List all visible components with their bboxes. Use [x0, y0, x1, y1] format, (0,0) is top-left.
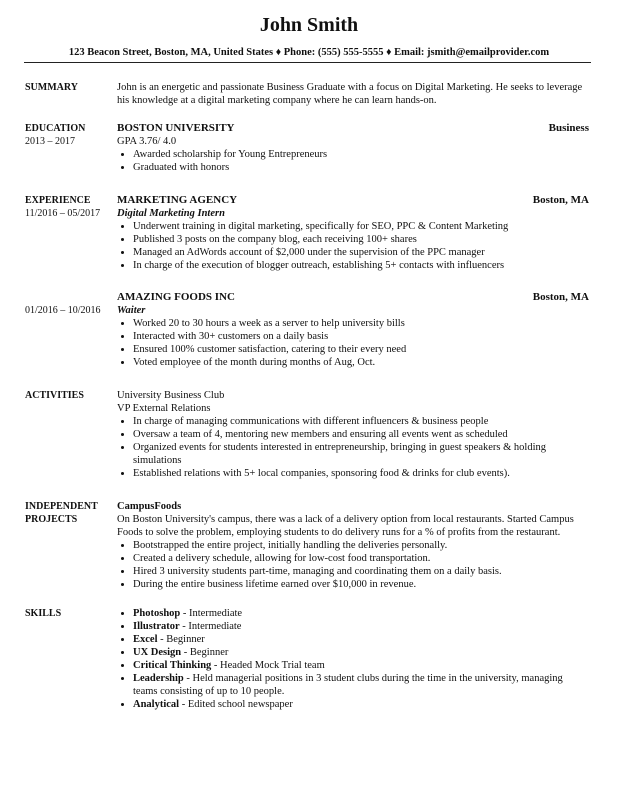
summary-section	[25, 81, 595, 107]
skill-item	[133, 698, 589, 711]
section-label: EDUCATION	[25, 123, 86, 134]
section-label	[25, 500, 120, 526]
job-header	[117, 291, 589, 304]
gpa: GPA 3.76/ 4.0	[117, 136, 177, 147]
section-label-line: PROJECTS	[25, 514, 78, 525]
skill-detail: - Intermediate	[180, 608, 243, 619]
list-item: • In charge of managing communications with different influencers & business people	[133, 415, 589, 428]
section-label: SKILLS	[25, 608, 62, 619]
header-divider	[24, 62, 591, 63]
list-item: • Ensured 100% customer satisfaction, catering to their every need	[133, 343, 589, 356]
job-location: Boston, MA	[532, 291, 589, 303]
employer-name: AMAZING FOODS INC	[117, 291, 235, 303]
list-item: • Voted employee of the month during months of Aug, Oct.	[133, 356, 589, 369]
job-dates: 11/2016 – 05/2017	[25, 208, 101, 219]
skill-item	[133, 672, 589, 698]
activity-role: VP External Relations	[117, 403, 211, 414]
education-bullets	[117, 148, 589, 174]
list-item: • Created a delivery schedule, allowing for low-cost food transportation.	[133, 552, 589, 565]
job-dates: 01/2016 – 10/2016	[25, 305, 101, 316]
skills-section	[25, 607, 595, 711]
list-item: • Managed an AdWords account of $2,000 under the supervision of the PPC manager	[133, 246, 589, 259]
activities-section	[25, 389, 595, 480]
contact-line: 123 Beacon Street, Boston, MA, United States ♦ Phone: (555) 555-5555 ♦ Email: jsmith@emailprovider.com	[68, 47, 550, 58]
section-label: ACTIVITIES	[25, 390, 84, 401]
candidate-name: John Smith	[259, 14, 359, 36]
skills-list	[117, 607, 589, 711]
project-bullets	[117, 539, 589, 591]
list-item: • Interacted with 30+ customers on a daily basis	[133, 330, 589, 343]
list-item: • During the entire business lifetime earned over $10,000 in revenue.	[133, 578, 589, 591]
skill-name: UX Design	[133, 647, 182, 658]
list-item: • Oversaw a team of 4, mentoring new members and ensuring all events went as scheduled	[133, 428, 589, 441]
job-role: Digital Marketing Intern	[117, 208, 225, 219]
list-item: • Bootstrapped the entire project, initially handling the deliveries personally.	[133, 539, 589, 552]
skill-name: Leadership	[133, 673, 184, 684]
experience-job-2	[25, 291, 595, 369]
activity-org: University Business Club	[117, 390, 225, 401]
skill-name: Analytical	[133, 699, 180, 710]
employer-name: MARKETING AGENCY	[117, 194, 238, 206]
skill-item	[133, 659, 589, 672]
skill-detail: - Beginner	[181, 647, 229, 658]
education-dates: 2013 – 2017	[25, 136, 75, 147]
skill-detail: - Beginner	[157, 634, 205, 645]
skill-detail: - Intermediate	[179, 621, 242, 632]
summary-text: John is an energetic and passionate Business Graduate with a focus on Digital Marketing. He seeks to leverage his knowledge at a digital marketing company where he can learn hands-on.	[117, 82, 583, 106]
experience-section	[25, 194, 595, 272]
school-name: BOSTON UNIVERSITY	[117, 122, 235, 134]
section-label: SUMMARY	[25, 82, 78, 93]
skill-name: Illustrator	[133, 621, 180, 632]
skill-item	[133, 607, 589, 620]
list-item: • Established relations with 5+ local companies, sponsoring food & drinks for club events).	[133, 467, 589, 480]
projects-section	[25, 500, 595, 591]
job-header	[117, 194, 589, 207]
section-label: EXPERIENCE	[25, 195, 91, 206]
education-header	[117, 122, 589, 135]
skill-detail: - Headed Mock Trial team	[211, 660, 325, 671]
list-item: • In charge of the execution of blogger outreach, establishing 5+ contacts with influencers	[133, 259, 589, 272]
list-item: • Underwent training in digital marketing, specifically for SEO, PPC & Content Marketing	[133, 220, 589, 233]
list-item: • Awarded scholarship for Young Entrepreneurs	[133, 148, 589, 161]
project-description: On Boston University's campus, there was a lack of a delivery option from local restaurants. Started Campus Foods to solve the problem, employing students to do delivery runs for a % of profits from the restaurant.	[117, 514, 574, 538]
list-item: • Worked 20 to 30 hours a week as a server to help university bills	[133, 317, 589, 330]
activity-bullets	[117, 415, 589, 480]
skill-item	[133, 646, 589, 659]
skill-name: Critical Thinking	[133, 660, 212, 671]
list-item: • Organized events for students interested in entrepreneurship, bringing in guest speakers & holding simulations	[133, 441, 589, 467]
list-item: • Graduated with honors	[133, 161, 589, 174]
list-item: • Published 3 posts on the company blog, each receiving 100+ shares	[133, 233, 589, 246]
job-bullets	[117, 220, 589, 272]
job-location: Boston, MA	[532, 194, 589, 206]
section-label-line: INDEPENDENT	[25, 501, 98, 512]
skill-detail: - Edited school newspaper	[179, 699, 293, 710]
skill-name: Excel	[133, 634, 158, 645]
skill-item	[133, 620, 589, 633]
skill-item	[133, 633, 589, 646]
education-section	[25, 122, 595, 174]
project-name: CampusFoods	[117, 501, 182, 512]
job-bullets	[117, 317, 589, 369]
list-item: • Hired 3 university students part-time, managing and coordinating them on a daily basis.	[133, 565, 589, 578]
job-role: Waiter	[117, 305, 146, 316]
skill-name: Photoshop	[133, 608, 181, 619]
field-of-study: Business	[548, 122, 589, 134]
skill-detail: - Held managerial positions in 3 student clubs during the time in the university, managing teams consisting of up to 10 people.	[133, 673, 563, 697]
